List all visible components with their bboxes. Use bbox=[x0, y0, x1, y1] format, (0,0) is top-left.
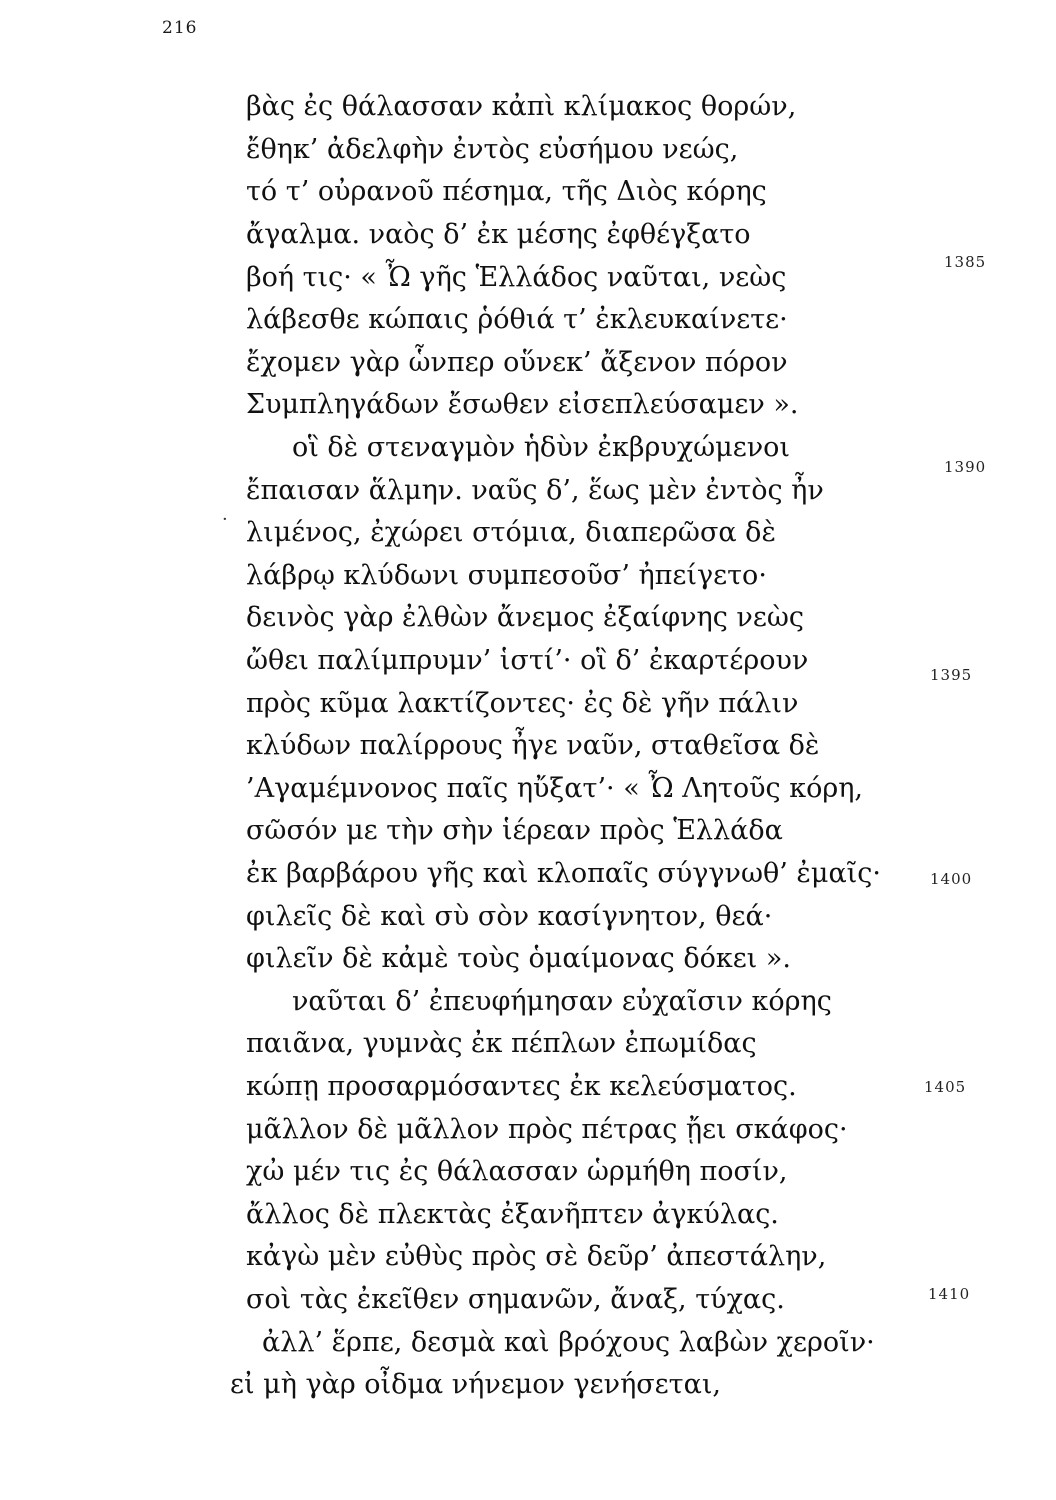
line-number: 1385 bbox=[944, 253, 987, 271]
verse-line: φιλεῖν δὲ κἀμὲ τοὺς ὁμαίμονας δόκει ». bbox=[246, 943, 791, 974]
verse-line: κλύδων παλίρρους ἦγε ναῦν, σταθεῖσα δὲ bbox=[246, 730, 820, 761]
verse-line: λιμένος, ἐχώρει στόμια, διαπερῶσα δὲ bbox=[246, 517, 776, 548]
line-number: 1395 bbox=[930, 666, 973, 684]
verse-line: κἀγὼ μὲν εὐθὺς πρὸς σὲ δεῦρ’ ἀπεστάλην, bbox=[246, 1241, 827, 1272]
verse-line: ἄλλος δὲ πλεκτὰς ἐξανῆπτεν ἀγκύλας. bbox=[246, 1199, 779, 1230]
verse-line: τό τ’ οὐρανοῦ πέσημα, τῆς Διὸς κόρης bbox=[246, 176, 767, 207]
verse-line: δεινὸς γὰρ ἐλθὼν ἄνεμος ἐξαίφνης νεὼς bbox=[246, 602, 804, 633]
verse-line: ὤθει παλίμπρυμν’ ἱστί’· οἳ δ’ ἐκαρτέρουν bbox=[246, 645, 809, 676]
verse-line: κώπῃ προσαρμόσαντες ἐκ κελεύσματος. bbox=[246, 1071, 797, 1102]
margin-dot: · bbox=[222, 509, 228, 530]
verse-line: λάβεσθε κώπαις ῥόθιά τ’ ἐκλευκαίνετε· bbox=[246, 304, 788, 335]
verse-line: πρὸς κῦμα λακτίζοντες· ἐς δὲ γῆν πάλιν bbox=[246, 688, 799, 719]
verse-line: βὰς ἐς θάλασσαν κἀπὶ κλίμακος θορών, bbox=[246, 91, 797, 122]
line-number: 1390 bbox=[944, 458, 987, 476]
verse-line: σοὶ τὰς ἐκεῖθεν σημανῶν, ἄναξ, τύχας. bbox=[246, 1284, 785, 1315]
verse-line: σῶσόν με τὴν σὴν ἱέρεαν πρὸς Ἑλλάδα bbox=[246, 815, 783, 846]
verse-line: λάβρῳ κλύδωνι συμπεσοῦσ’ ἠπείγετο· bbox=[246, 560, 767, 591]
verse-line: χὠ μέν τις ἐς θάλασσαν ὡρμήθη ποσίν, bbox=[246, 1156, 788, 1187]
verse-line: ἔπαισαν ἅλμην. ναῦς δ’, ἕως μὲν ἐντὸς ἦν bbox=[246, 475, 824, 506]
verse-line: φιλεῖς δὲ καὶ σὺ σὸν κασίγνητον, θεά· bbox=[246, 901, 773, 932]
line-number: 1400 bbox=[930, 870, 973, 888]
verse-line: βοή τις· « Ὦ γῆς Ἑλλάδος ναῦται, νεὼς bbox=[246, 262, 787, 293]
verse-line: οἳ δὲ στεναγμὸν ἡδὺν ἐκβρυχώμενοι bbox=[292, 432, 790, 463]
verse-line: ’Αγαμέμνονος παῖς ηὔξατ’· « Ὦ Λητοῦς κόρη, bbox=[246, 773, 863, 804]
verse-line: ναῦται δ’ ἐπευφήμησαν εὐχαῖσιν κόρης bbox=[292, 986, 832, 1017]
verse-line: ἐκ βαρβάρου γῆς καὶ κλοπαῖς σύγγνωθ’ ἐμαῖς· bbox=[246, 858, 881, 889]
verse-line: ἔθηκ’ ἀδελφὴν ἐντὸς εὐσήμου νεώς, bbox=[246, 134, 739, 165]
verse-line: μᾶλλον δὲ μᾶλλον πρὸς πέτρας ᾔει σκάφος· bbox=[246, 1114, 848, 1145]
line-number: 1405 bbox=[924, 1078, 967, 1096]
verse-line: παιᾶνα, γυμνὰς ἐκ πέπλων ἐπωμίδας bbox=[246, 1028, 757, 1059]
verse-line: Συμπληγάδων ἔσωθεν εἰσεπλεύσαμεν ». bbox=[246, 389, 799, 420]
verse-line: εἰ μὴ γὰρ οἶδμα νήνεμον γενήσεται, bbox=[230, 1369, 722, 1400]
page-number: 216 bbox=[162, 18, 198, 38]
verse-line: ἀλλ’ ἕρπε, δεσμὰ καὶ βρόχους λαβὼν χεροῖν· bbox=[262, 1327, 875, 1358]
verse-line: ἔχομεν γὰρ ὧνπερ οὕνεκ’ ἄξενον πόρον bbox=[246, 347, 788, 378]
line-number: 1410 bbox=[928, 1285, 971, 1303]
verse-line: ἄγαλμα. ναὸς δ’ ἐκ μέσης ἐφθέγξατο bbox=[246, 219, 751, 250]
